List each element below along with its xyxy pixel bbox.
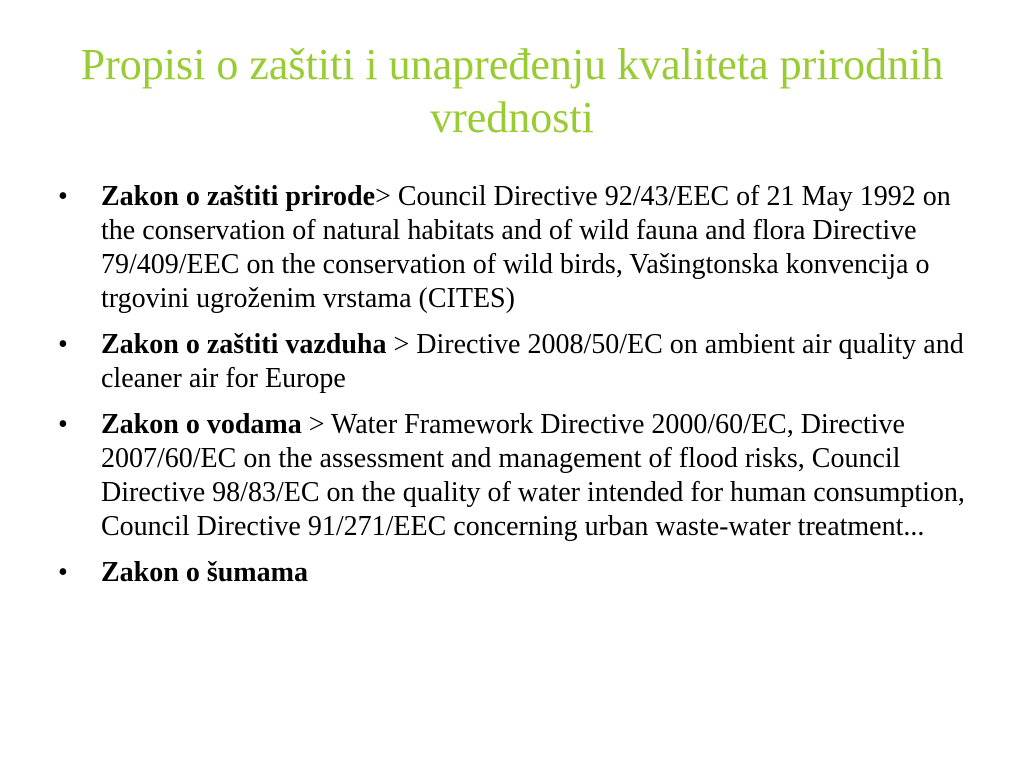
separator: > bbox=[386, 329, 410, 360]
bullet-icon: • bbox=[58, 557, 68, 588]
law-name: Zakon o zaštiti vazduha bbox=[101, 329, 387, 360]
list-item bbox=[58, 328, 970, 396]
list-item bbox=[58, 556, 970, 590]
separator: > bbox=[375, 181, 391, 212]
law-name: Zakon o vodama bbox=[101, 409, 302, 440]
slide-title: Propisi o zaštiti i unapređenju kvaliteta prirodnih vrednosti bbox=[80, 40, 944, 142]
list-item bbox=[58, 180, 970, 316]
bullet-icon: • bbox=[58, 329, 68, 360]
bullet-icon: • bbox=[58, 409, 68, 440]
directive-text: Water Framework Directive 2000/60/EC, Directive 2007/60/EC on the assessment and management of flood risks, Council Directive 98/83/EC on the quality of water intended for human consumption, Council Directive 91/271/EEC concerning urban waste-water treatment... bbox=[101, 409, 965, 542]
law-name: Zakon o zaštiti prirode bbox=[101, 181, 376, 212]
separator: > bbox=[301, 409, 325, 440]
list-item bbox=[58, 408, 970, 544]
bullet-icon: • bbox=[58, 181, 68, 212]
bullet-list bbox=[58, 180, 970, 602]
directive-text: Directive 2008/50/EC on ambient air quality and cleaner air for Europe bbox=[101, 329, 964, 394]
law-name: Zakon o šumama bbox=[101, 557, 308, 588]
directive-text: Council Directive 92/43/EEC of 21 May 1992 on the conservation of natural habitats and of wild fauna and flora Directive 79/409/EEC on the conservation of wild birds, Vašingtonska konvencija o trgovini ugroženim vrstama (CITES) bbox=[101, 181, 951, 314]
